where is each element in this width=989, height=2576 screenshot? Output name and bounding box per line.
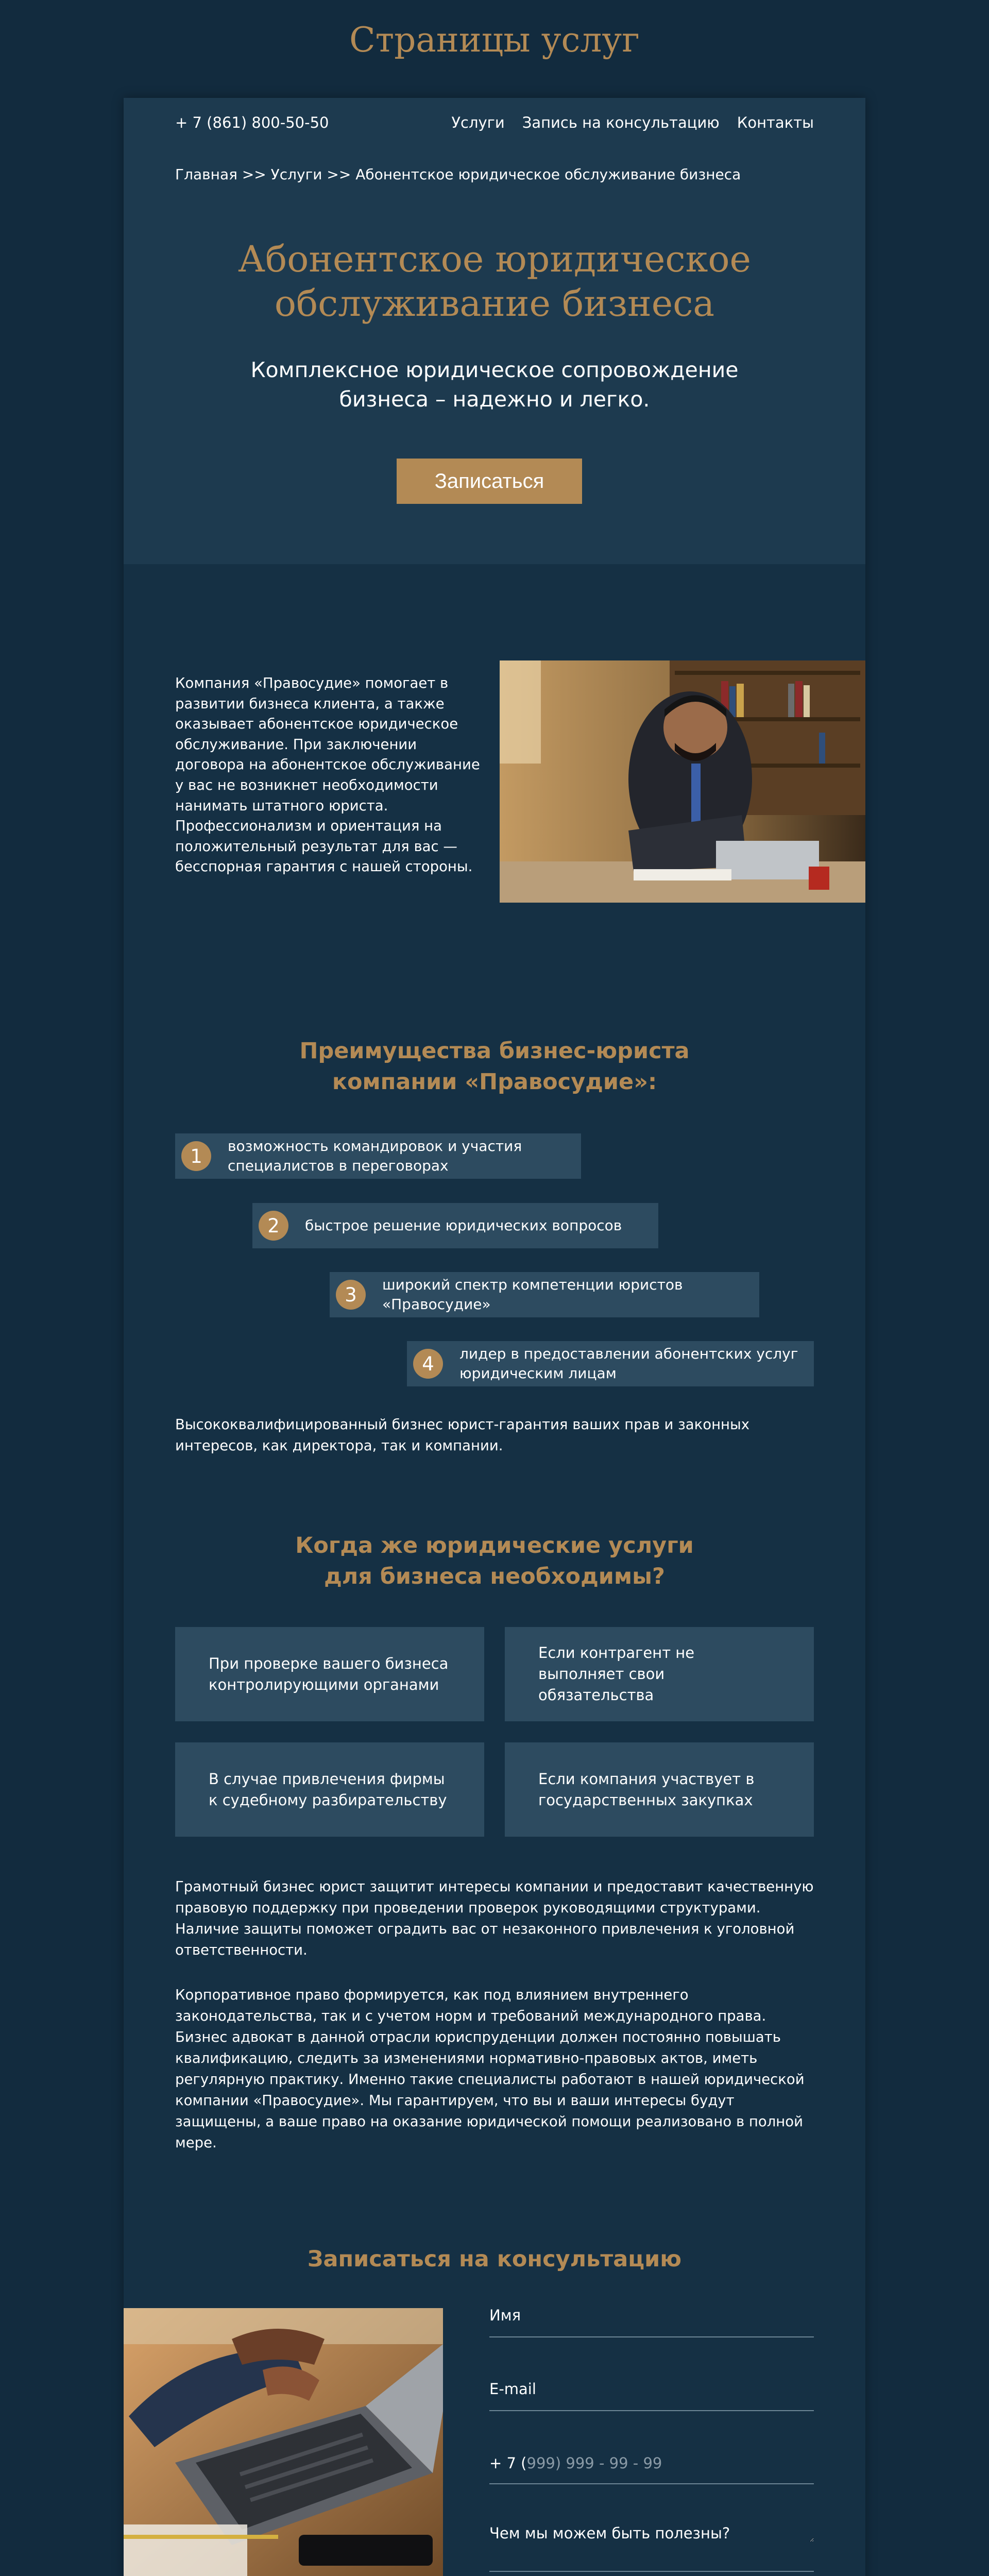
advantage-text: лидер в предоставлении абонентских услуг юридическим лицам bbox=[459, 1345, 798, 1382]
breadcrumb[interactable]: Главная >> Услуги >> Абонентское юридическое обслуживание бизнеса bbox=[175, 166, 741, 183]
advantage-number: 2 bbox=[259, 1211, 288, 1241]
advantage-item-3 bbox=[330, 1272, 759, 1317]
hero-title bbox=[124, 237, 865, 326]
phone-prefix: + 7 ( bbox=[489, 2454, 527, 2472]
email-input[interactable] bbox=[489, 2380, 814, 2398]
page-heading-bar bbox=[0, 0, 989, 98]
when-paragraph-2: Корпоративное право формируется, как под влиянием внутреннего законодательства, так и с учетом норм и требований международного права. Бизнес адвокат в данной отрасли юриспруденции должен постоянно повышать квалификацию, следить за изменениями нормативно-правовых актов, иметь регулярную практику. Именно такие специалисты работают в нашей юридической компании «Правосудие». Мы гарантируем, что вы и ваши интересы будут защищены, а ваше право на оказание юридической помощи реализовано в полной мере. bbox=[175, 1987, 805, 2151]
hero-subtitle-line-2: бизнеса – надежно и легко. bbox=[339, 387, 650, 412]
when-title-line-2: для бизнеса необходимы? bbox=[324, 1564, 665, 1589]
message-field[interactable] bbox=[489, 2524, 814, 2572]
phone-field[interactable] bbox=[489, 2453, 814, 2484]
message-input[interactable] bbox=[489, 2524, 814, 2542]
nav-services[interactable]: Услуги bbox=[451, 114, 505, 131]
phone-mask: 999) 999 - 99 - 99 bbox=[526, 2454, 662, 2472]
top-nav bbox=[451, 114, 814, 131]
about-text: Компания «Правосудие» помогает в развитии бизнеса клиента, а также оказывает абонентское юридическое обслуживание. При заключении договора на абонентское обслуживание у вас не возникнет необходимости нанимать штатного юриста. Профессионализм и ориентация на положительный результат для вас — бесспорная гарантия с нашей стороны. bbox=[175, 675, 480, 875]
lawyer-photo bbox=[500, 660, 865, 903]
when-title bbox=[124, 1530, 865, 1592]
email-field[interactable] bbox=[489, 2380, 814, 2411]
nav-contacts[interactable]: Контакты bbox=[737, 114, 814, 131]
page-heading: Страницы услуг bbox=[349, 20, 640, 60]
when-card-text: В случае привлечения фирмы к судебному разбирательству bbox=[209, 1770, 447, 1809]
advantage-item-1 bbox=[175, 1133, 581, 1179]
name-field[interactable] bbox=[489, 2307, 814, 2337]
when-card-1 bbox=[175, 1627, 484, 1721]
advantage-text: быстрое решение юридических вопросов bbox=[305, 1217, 622, 1234]
advantage-text: возможность командировок и участия специалистов в переговорах bbox=[228, 1138, 522, 1174]
top-bar bbox=[175, 112, 814, 133]
advantages-title bbox=[124, 1036, 865, 1097]
advantage-text: широкий спектр компетенции юристов «Правосудие» bbox=[382, 1276, 683, 1313]
hero-subtitle-line-1: Комплексное юридическое сопровождение bbox=[250, 358, 739, 382]
advantage-number: 3 bbox=[336, 1280, 366, 1310]
when-card-text: При проверке вашего бизнеса контролирующими органами bbox=[209, 1654, 449, 1693]
hero-title-line-2: обслуживание бизнеса bbox=[274, 282, 715, 325]
header-phone[interactable]: + 7 (861) 800-50-50 bbox=[175, 114, 329, 131]
when-title-line-1: Когда же юридические услуги bbox=[295, 1533, 694, 1558]
advantage-item-4 bbox=[407, 1341, 814, 1386]
when-card-text: Если компания участвует в государственных закупках bbox=[538, 1770, 755, 1809]
advantage-number: 1 bbox=[181, 1141, 211, 1171]
when-card-text: Если контрагент не выполняет свои обязательства bbox=[538, 1644, 695, 1704]
hero-title-line-1: Абонентское юридическое bbox=[238, 238, 751, 280]
advantage-item-2 bbox=[252, 1203, 658, 1248]
lawyer-at-desk-illustration bbox=[500, 660, 865, 903]
advantages-title-line-2: компании «Правосудие»: bbox=[332, 1069, 657, 1095]
when-paragraph-1: Грамотный бизнес юрист защитит интересы компании и предоставит качественную правовую поддержку при проведении проверок руководящими структурами. Наличие защиты поможет оградить вас от незаконного привлечения к уголовной ответственности. bbox=[175, 1878, 814, 1958]
advantages-summary: Высококвалифицированный бизнес юрист-гарантия ваших прав и законных интересов, как директора, так и компании. bbox=[175, 1416, 750, 1454]
when-card-2 bbox=[505, 1627, 814, 1721]
name-input[interactable] bbox=[489, 2307, 814, 2324]
hero-subtitle bbox=[124, 355, 865, 414]
when-card-4 bbox=[505, 1742, 814, 1837]
when-card-3 bbox=[175, 1742, 484, 1837]
laptop-typing-illustration bbox=[124, 2308, 443, 2576]
typing-hands-photo bbox=[124, 2308, 443, 2576]
signup-button[interactable]: Записаться bbox=[397, 459, 582, 504]
consult-title: Записаться на консультацию bbox=[307, 2246, 682, 2272]
advantages-title-line-1: Преимущества бизнес-юриста bbox=[299, 1038, 690, 1064]
nav-consultation[interactable]: Запись на консультацию bbox=[522, 114, 720, 131]
phone-input[interactable] bbox=[489, 2454, 662, 2472]
advantage-number: 4 bbox=[413, 1349, 443, 1379]
hero-section bbox=[124, 98, 865, 564]
site-frame bbox=[124, 98, 865, 2576]
